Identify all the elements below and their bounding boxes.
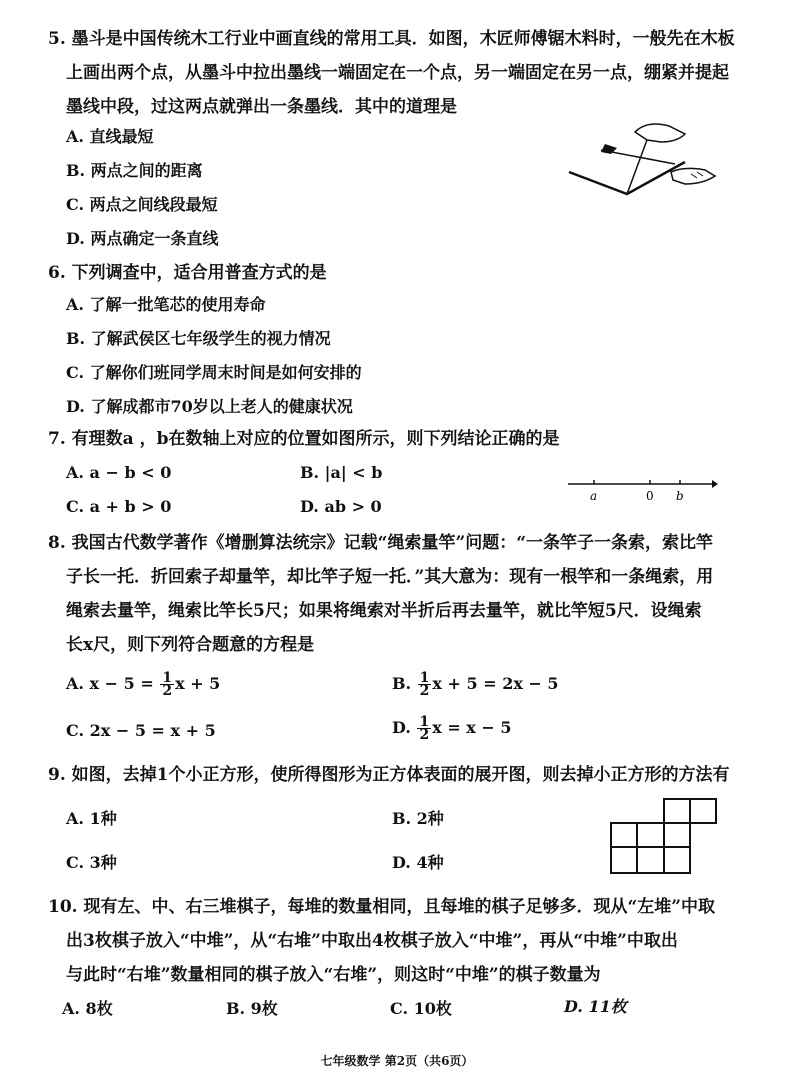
q5-option-a: A. 直线最短: [66, 127, 154, 146]
q5-option-c: C. 两点之间线段最短: [66, 195, 218, 214]
q7-stem: 7. 有理数a ，b在数轴上对应的位置如图所示，则下列结论正确的是: [48, 429, 560, 449]
fraction-one-half: [417, 716, 431, 741]
q7-option-a: A. a − b < 0: [66, 463, 172, 482]
q10-option-d: D. 11枚: [564, 997, 627, 1016]
q5-option-b: B. 两点之间的距离: [66, 161, 203, 180]
q8-option-a-left: A. x − 5 =: [66, 674, 160, 693]
page-footer: 七年级数学 第2页（共6页）: [320, 1054, 474, 1068]
q6-option-d: D. 了解成都市70岁以上老人的健康状况: [66, 397, 353, 416]
axis-label-zero: 0: [646, 489, 654, 503]
q9-option-b: B. 2种: [392, 809, 444, 828]
fraction-one-half: [418, 672, 432, 697]
fraction-denominator: 2: [419, 683, 430, 699]
axis-label-a: a: [590, 489, 598, 503]
q8-stem-line-3: 绳索去量竿，绳索比竿长5尺；如果将绳索对半折后再去量竿，就比竿短5尺．设绳索: [66, 601, 702, 621]
q8-option-d-label: D.: [392, 718, 417, 737]
q10-option-a: A. 8枚: [62, 999, 113, 1018]
q6-option-a: A. 了解一批笔芯的使用寿命: [66, 295, 266, 314]
q8-option-b: [392, 672, 559, 697]
fraction-numerator: 1: [162, 670, 173, 686]
q10-option-c: C. 10枚: [390, 999, 452, 1018]
q7-option-c: C. a + b > 0: [66, 497, 172, 516]
q9-option-d: D. 4种: [392, 853, 444, 872]
q7-option-d: D. ab > 0: [300, 497, 382, 516]
q8-stem-line-4: 长x尺，则下列符合题意的方程是: [66, 635, 315, 655]
q5-stem-line-3: 墨线中段，过这两点就弹出一条墨线．其中的道理是: [66, 97, 457, 117]
fraction-numerator: 1: [419, 670, 430, 686]
q8-stem-line-2: 子长一托．折回索子却量竿，却比竿子短一托．”其大意为：现有一根竿和一条绳索，用: [66, 567, 714, 587]
q5-option-d: D. 两点确定一条直线: [66, 229, 219, 248]
q8-option-c: C. 2x − 5 = x + 5: [66, 721, 216, 740]
q8-option-a-right: x + 5: [175, 674, 221, 693]
q10-stem-line-3: 与此时“右堆”数量相同的棋子放入“右堆”，则这时“中堆”的棋子数量为: [66, 965, 601, 985]
q9-option-c: C. 3种: [66, 853, 117, 872]
q6-option-b: B. 了解武侯区七年级学生的视力情况: [66, 329, 331, 348]
q8-stem-line-1: 8. 我国古代数学著作《增删算法统宗》记载“绳索量竿”问题：“一条竿子一条索，索比竿: [48, 533, 713, 553]
fraction-one-half: [160, 672, 174, 697]
fraction-numerator: 1: [419, 714, 430, 730]
q10-stem-line-1: 10. 现有左、中、右三堆棋子，每堆的数量相同，且每堆的棋子足够多．现从“左堆”中取: [48, 897, 716, 917]
ink-line-board-figure: [565, 120, 725, 200]
fraction-denominator: 2: [162, 683, 173, 699]
q6-option-c: C. 了解你们班同学周末时间是如何安排的: [66, 363, 362, 382]
number-line-figure: [568, 472, 718, 502]
q5-stem-line-2: 上画出两个点，从墨斗中拉出墨线一端固定在一个点，另一端固定在另一点，绷紧并提起: [66, 63, 729, 83]
fraction-denominator: 2: [419, 727, 430, 743]
cube-net-figure: [610, 798, 718, 876]
q8-option-d-right: x = x − 5: [432, 718, 512, 737]
q9-stem: 9. 如图，去掉1个小正方形，使所得图形为正方体表面的展开图，则去掉小正方形的方法有: [48, 765, 730, 785]
q8-option-b-right: x + 5 = 2x − 5: [432, 674, 559, 693]
axis-label-b: b: [676, 489, 684, 503]
q8-option-b-label: B.: [392, 674, 417, 693]
q8-option-d: [392, 716, 512, 741]
q10-stem-line-2: 出3枚棋子放入“中堆”，从“右堆”中取出4枚棋子放入“中堆”，再从“中堆”中取出: [66, 931, 678, 951]
q7-option-b: B. |a| < b: [300, 463, 383, 482]
q6-stem: 6. 下列调查中，适合用普查方式的是: [48, 263, 327, 283]
q5-stem-line-1: 5. 墨斗是中国传统木工行业中画直线的常用工具．如图，木匠师傅锯木料时，一般先在木板: [48, 29, 735, 49]
q8-option-a: [66, 672, 220, 697]
q10-option-b: B. 9枚: [226, 999, 278, 1018]
q9-option-a: A. 1种: [66, 809, 117, 828]
